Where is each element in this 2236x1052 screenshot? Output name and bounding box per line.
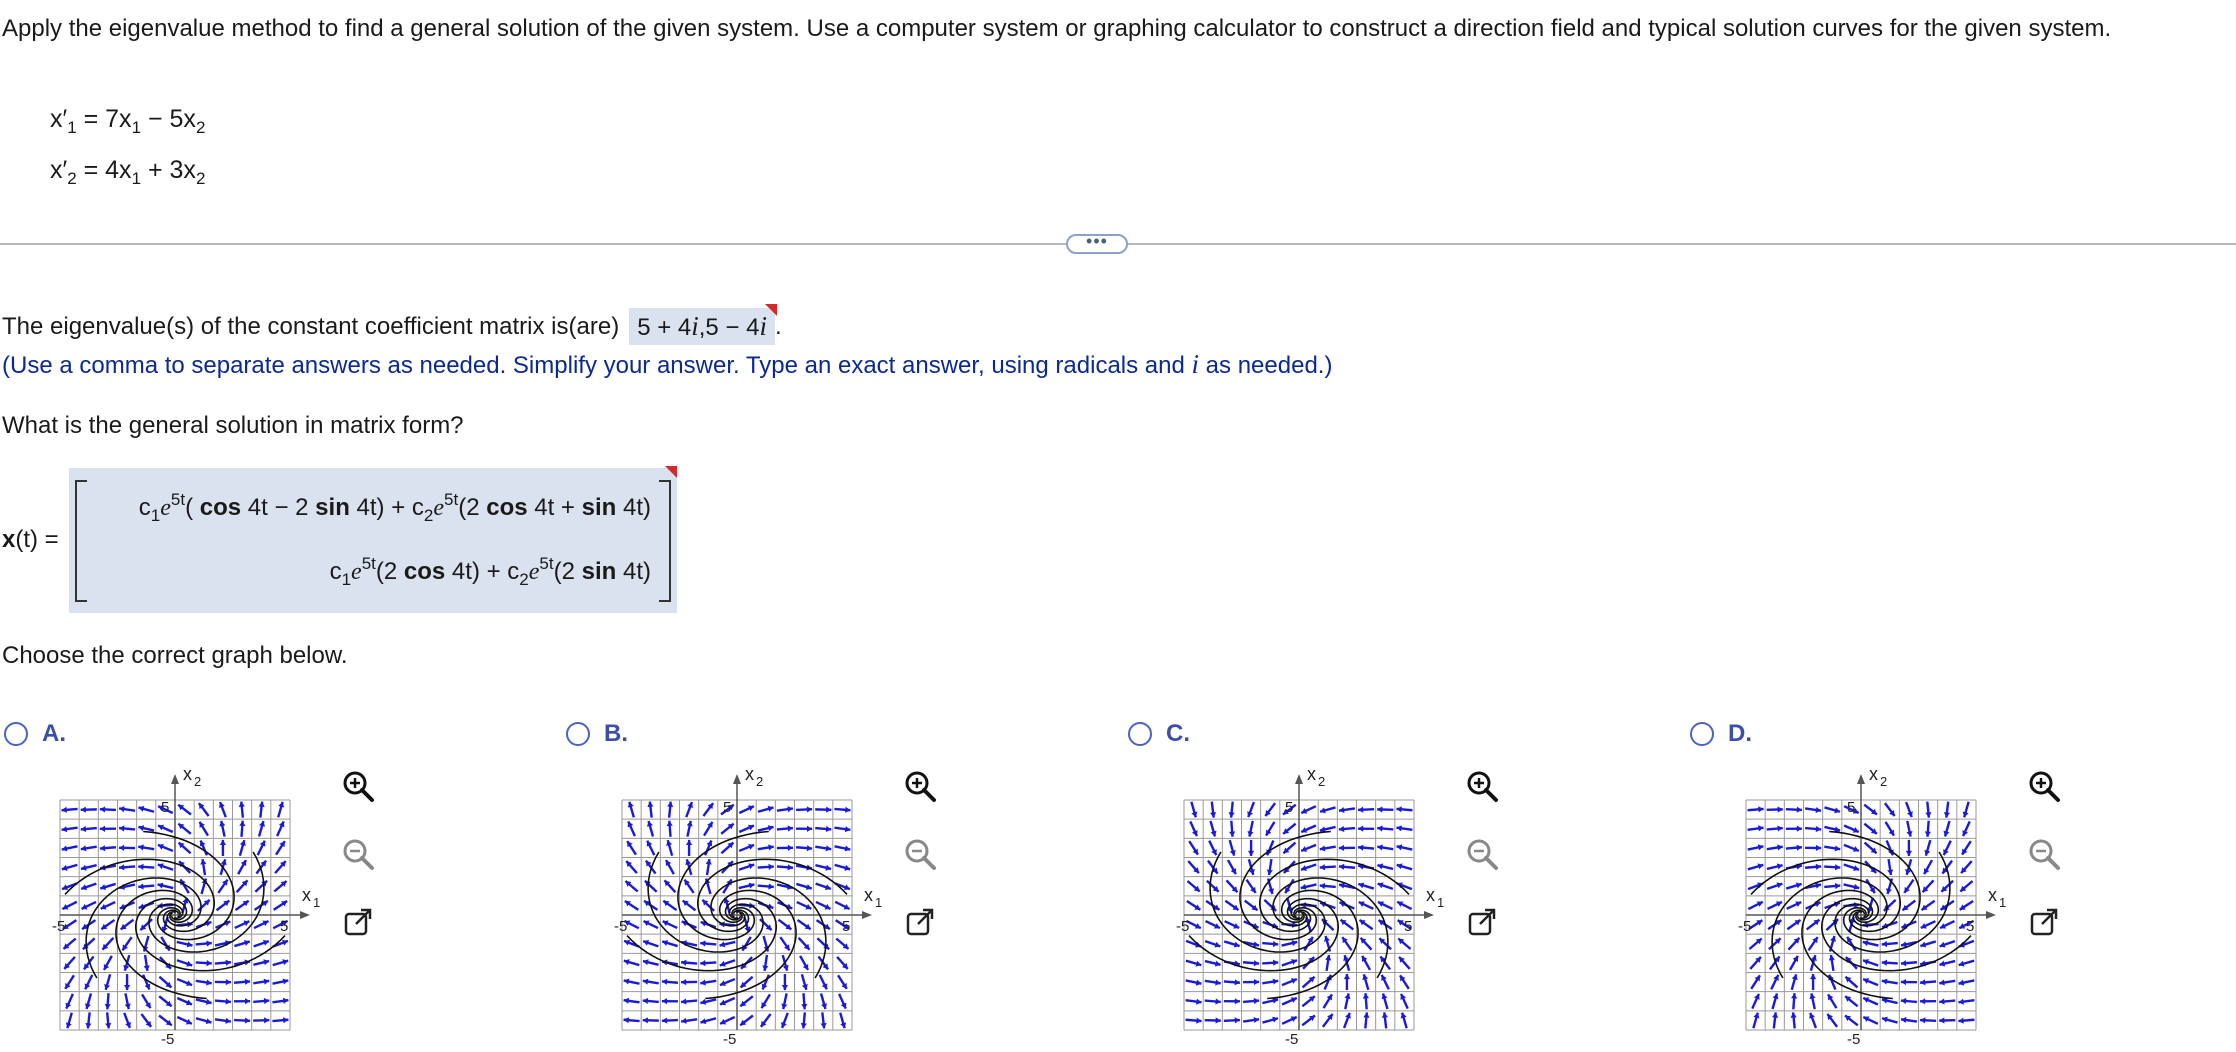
matrix-row-2: $c_1e^{5t}(2$ $\cos 4t) + c_2e^{5t}(2$ sin 4t) bbox=[329, 554, 651, 589]
tick-x-pos: 5 bbox=[280, 918, 289, 935]
option-a-tools bbox=[340, 768, 384, 972]
x-axis-subscript: 1 bbox=[1999, 895, 2007, 910]
open-new-window-icon[interactable] bbox=[1464, 904, 1500, 940]
tick-y-pos: 5 bbox=[723, 799, 732, 816]
zoom-in-icon[interactable] bbox=[902, 768, 938, 804]
radio-button[interactable] bbox=[4, 722, 28, 746]
problem-prompt: Apply the eigenvalue method to find a general solution of the given system. Use a computer system or graphing calculator to construct a direction field and typical solution curves for the given system. bbox=[2, 15, 2112, 42]
y-axis-subscript: 2 bbox=[756, 774, 764, 789]
ode-system bbox=[50, 98, 205, 200]
tick-x-neg: -5 bbox=[614, 918, 628, 935]
option-a-choice[interactable]: A. bbox=[4, 720, 66, 748]
left-bracket bbox=[75, 480, 87, 602]
option-d-graph bbox=[1734, 760, 2007, 1048]
equation-1: $x'_1 = 7x_1 - 5x_2$ bbox=[50, 105, 206, 137]
x-axis-arrow-icon bbox=[300, 911, 310, 919]
option-b-choice[interactable]: B. bbox=[566, 720, 628, 748]
tick-y-pos: 5 bbox=[161, 799, 170, 816]
y-axis-label: x bbox=[1307, 764, 1316, 784]
zoom-out-icon[interactable] bbox=[1464, 836, 1500, 872]
option-d-choice[interactable]: D. bbox=[1690, 720, 1752, 748]
x-axis-subscript: 1 bbox=[875, 895, 883, 910]
answer-hint: (Use a comma to separate answers as needed. Simplify your answer. Type an exact answer, using radicals and i as needed.) bbox=[2, 349, 1333, 379]
expand-more-button[interactable]: ••• bbox=[1066, 234, 1128, 254]
equation-2: $x'_2 = 4x_1 + 3x_2$ bbox=[50, 156, 206, 188]
solution-matrix-answer-field[interactable] bbox=[69, 468, 677, 613]
option-b-graph bbox=[610, 760, 883, 1048]
xt-label: x(t) = bbox=[2, 526, 59, 553]
y-axis-arrow-icon bbox=[1295, 774, 1303, 784]
option-c-graph bbox=[1172, 760, 1445, 1048]
x-axis-label: x bbox=[1426, 885, 1435, 905]
y-axis-label: x bbox=[1869, 764, 1878, 784]
radio-button[interactable] bbox=[1690, 722, 1714, 746]
option-c-choice[interactable]: C. bbox=[1128, 720, 1190, 748]
y-axis-label: x bbox=[745, 764, 754, 784]
incorrect-flag-icon bbox=[765, 304, 777, 316]
radio-button[interactable] bbox=[1128, 722, 1152, 746]
radio-button[interactable] bbox=[566, 722, 590, 746]
general-solution-question: What is the general solution in matrix form? bbox=[2, 412, 464, 439]
y-axis-arrow-icon bbox=[1857, 774, 1865, 784]
eigenvalue-answer-field[interactable]: 5 + 4i,5 − 4i bbox=[629, 308, 775, 345]
x-axis-label: x bbox=[864, 885, 873, 905]
tick-x-neg: -5 bbox=[1176, 918, 1190, 935]
tick-x-pos: 5 bbox=[1966, 918, 1975, 935]
right-bracket bbox=[659, 480, 671, 602]
option-c bbox=[1124, 720, 1664, 1048]
zoom-in-icon[interactable] bbox=[1464, 768, 1500, 804]
x-axis-label: x bbox=[1988, 885, 1997, 905]
y-axis-subscript: 2 bbox=[1880, 774, 1888, 789]
y-axis-label: x bbox=[183, 764, 192, 784]
tick-x-neg: -5 bbox=[52, 918, 66, 935]
x-axis-subscript: 1 bbox=[313, 895, 321, 910]
x-axis-arrow-icon bbox=[862, 911, 872, 919]
graph-question: Choose the correct graph below. bbox=[2, 642, 348, 669]
zoom-in-icon[interactable] bbox=[340, 768, 376, 804]
tick-x-neg: -5 bbox=[1738, 918, 1752, 935]
x-axis-label: x bbox=[302, 885, 311, 905]
open-new-window-icon[interactable] bbox=[902, 904, 938, 940]
open-new-window-icon[interactable] bbox=[2026, 904, 2062, 940]
option-a bbox=[0, 720, 540, 1048]
x-axis-arrow-icon bbox=[1424, 911, 1434, 919]
tick-y-neg: -5 bbox=[1285, 1031, 1299, 1048]
zoom-out-icon[interactable] bbox=[340, 836, 376, 872]
matrix-row-1: $c_1e^{5t}$( cos 4t − 2 $\sin 4t) + c_2e^{5t}(2$ cos 4t + sin 4t) bbox=[138, 490, 651, 525]
y-axis-subscript: 2 bbox=[194, 774, 202, 789]
tick-y-neg: -5 bbox=[161, 1031, 175, 1048]
y-axis-subscript: 2 bbox=[1318, 774, 1326, 789]
eigenvalue-question: The eigenvalue(s) of the constant coefficient matrix is(are) 5 + 4i,5 − 4i . bbox=[2, 308, 782, 345]
option-b bbox=[562, 720, 1102, 1048]
tick-y-pos: 5 bbox=[1847, 799, 1856, 816]
option-b-tools bbox=[902, 768, 946, 972]
incorrect-flag-icon bbox=[665, 466, 677, 478]
y-axis-arrow-icon bbox=[733, 774, 741, 784]
tick-y-neg: -5 bbox=[723, 1031, 737, 1048]
zoom-out-icon[interactable] bbox=[2026, 836, 2062, 872]
x-axis-arrow-icon bbox=[1986, 911, 1996, 919]
option-d bbox=[1686, 720, 2226, 1048]
option-a-graph bbox=[48, 760, 321, 1048]
open-new-window-icon[interactable] bbox=[340, 904, 376, 940]
zoom-out-icon[interactable] bbox=[902, 836, 938, 872]
option-d-tools bbox=[2026, 768, 2070, 972]
tick-x-pos: 5 bbox=[1404, 918, 1413, 935]
y-axis-arrow-icon bbox=[171, 774, 179, 784]
tick-y-neg: -5 bbox=[1847, 1031, 1861, 1048]
tick-y-pos: 5 bbox=[1285, 799, 1294, 816]
zoom-in-icon[interactable] bbox=[2026, 768, 2062, 804]
tick-x-pos: 5 bbox=[842, 918, 851, 935]
option-c-tools bbox=[1464, 768, 1508, 972]
x-axis-subscript: 1 bbox=[1437, 895, 1445, 910]
